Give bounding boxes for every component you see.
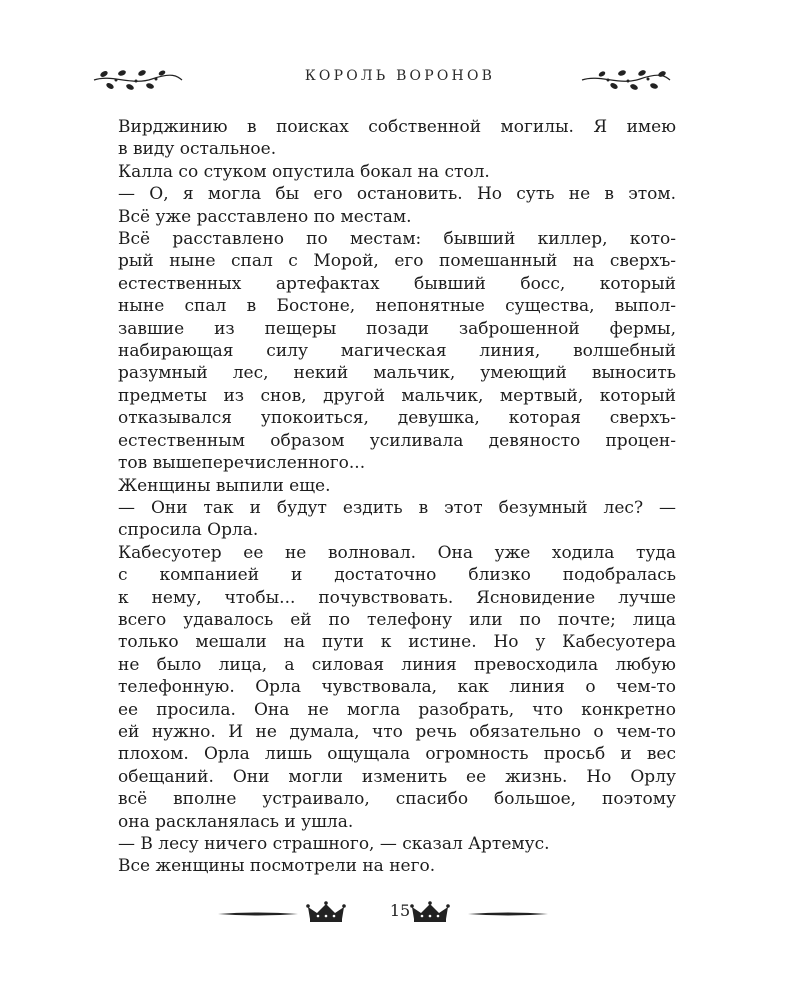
text-line: всё вполне устраивало, спасибо большое, поэтому bbox=[118, 789, 676, 810]
text-line: не было лица, а силовая линия превосходила любую bbox=[118, 654, 676, 675]
text-line: спросила Орла. bbox=[118, 520, 259, 541]
text-line: телефонную. Орла чувствовала, как линия о чем-то bbox=[118, 677, 676, 698]
vine-ornament-icon bbox=[580, 64, 672, 96]
page-number: 15 bbox=[389, 901, 411, 920]
text-line: отказывался упокоиться, девушка, которая сверхъ- bbox=[118, 408, 676, 429]
text-line: ныне спал в Бостоне, непонятные существа, выпол- bbox=[118, 296, 676, 317]
text-line: естественных артефактах бывший босс, который bbox=[118, 273, 676, 294]
chapter-body-text bbox=[118, 116, 676, 878]
text-line: Всё уже расставлено по местам. bbox=[118, 206, 412, 227]
text-line: всего удавалось ей по телефону или по почте; лица bbox=[118, 609, 676, 630]
text-line: предметы из снов, другой мальчик, мертвый, который bbox=[118, 385, 676, 406]
text-line: в виду остальное. bbox=[118, 139, 277, 160]
decorative-rule-icon bbox=[468, 911, 548, 917]
text-line: Всё расставлено по местам: бывший киллер, кото- bbox=[118, 229, 676, 250]
text-line: — О, я могла бы его остановить. Но суть не в этом. bbox=[118, 184, 676, 205]
text-line: ей нужно. И не думала, что речь обязательно о чем-то bbox=[118, 721, 676, 742]
text-line: завшие из пещеры позади заброшенной фермы, bbox=[118, 318, 676, 339]
text-line: Женщины выпили еще. bbox=[118, 475, 331, 496]
text-line: разумный лес, некий мальчик, умеющий выносить bbox=[118, 363, 676, 384]
text-line: к нему, чтобы... почувствовать. Ясновидение лучше bbox=[118, 587, 676, 608]
text-line: Кабесуотер ее не волновал. Она уже ходила туда bbox=[118, 542, 676, 563]
text-line: она раскланялась и ушла. bbox=[118, 811, 354, 832]
crown-icon bbox=[410, 901, 450, 923]
text-line: набирающая силу магическая линия, волшебный bbox=[118, 341, 676, 362]
text-line: обещаний. Они могли изменить ее жизнь. Но Орлу bbox=[118, 766, 676, 787]
text-line: ее просила. Она не могла разобрать, что конкретно bbox=[118, 699, 676, 720]
text-line: Вирджинию в поисках собственной могилы. Я имею bbox=[118, 117, 676, 137]
text-line: — Они так и будут ездить в этот безумный лес? — bbox=[118, 497, 676, 518]
page-footer bbox=[0, 897, 800, 931]
running-header bbox=[0, 60, 800, 100]
text-line: только мешали на пути к истине. Но у Кабесуотера bbox=[118, 632, 676, 653]
text-line: рый ныне спал с Морой, его помешанный на сверхъ- bbox=[118, 251, 676, 272]
book-title: КОРОЛЬ ВОРОНОВ bbox=[304, 68, 496, 84]
text-line: Все женщины посмотрели на него. bbox=[118, 856, 436, 877]
text-line: — В лесу ничего страшного, — сказал Артемус. bbox=[118, 834, 550, 854]
text-line: естественным образом усиливала девяносто процен- bbox=[118, 430, 676, 451]
text-line: с компанией и достаточно близко подобралась bbox=[118, 565, 676, 586]
text-line: Калла со стуком опустила бокал на стол. bbox=[118, 161, 490, 182]
text-line: плохом. Орла лишь ощущала огромность просьб и вес bbox=[118, 744, 676, 765]
text-line: тов вышеперечисленного... bbox=[118, 453, 366, 474]
